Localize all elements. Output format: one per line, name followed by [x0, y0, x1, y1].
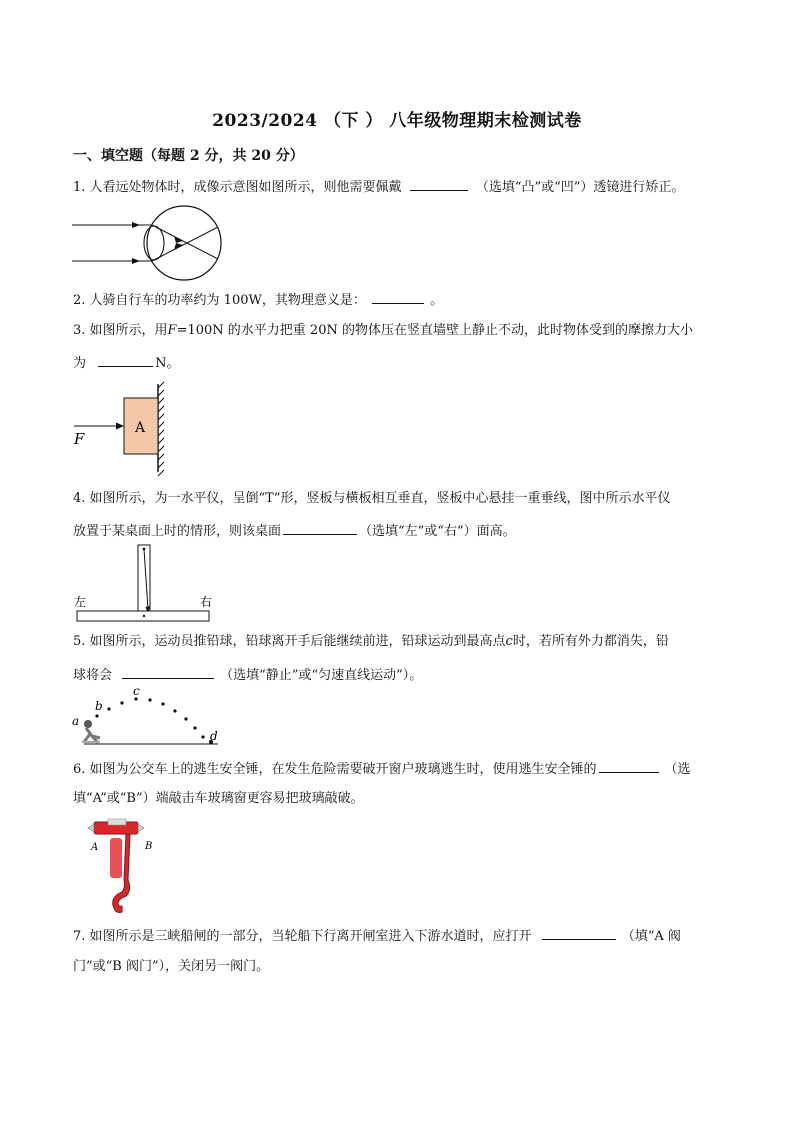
answer-blank-5[interactable]	[122, 665, 214, 679]
point-b-label: b	[95, 699, 103, 713]
answer-blank-4[interactable]	[283, 521, 357, 535]
question-1-text: 1. 人看远处物体时，成像示意图如图所示，则他需要佩戴	[73, 180, 402, 195]
hammer-end-b-label: B	[145, 841, 153, 852]
level-right-label: 右	[200, 595, 213, 609]
question-5	[73, 633, 669, 651]
answer-blank-3[interactable]	[98, 353, 153, 367]
force-symbol: F	[167, 323, 177, 338]
question-5-text-cont: 时，若所有外力都消失，铅	[512, 634, 669, 649]
level-diagram	[72, 543, 217, 625]
question-7-text-cont: （填“A 阀	[621, 929, 681, 944]
point-c-label: c	[133, 684, 140, 698]
question-6-line-2	[73, 790, 364, 808]
question-6-text-cont: （选	[664, 762, 691, 777]
answer-blank-1[interactable]	[410, 177, 468, 191]
point-d-label: d	[210, 729, 218, 743]
block-label: A	[135, 420, 146, 436]
question-5-text-2: 球将会	[73, 668, 113, 683]
point-c-symbol: c	[505, 634, 513, 649]
question-4-text-2: 放置于某桌面上时的情形，则该桌面	[73, 524, 282, 539]
answer-blank-7[interactable]	[542, 926, 616, 940]
question-7-line-2	[73, 958, 269, 976]
question-3-line-2	[73, 353, 180, 373]
answer-blank-6[interactable]	[599, 759, 659, 773]
question-2	[73, 290, 443, 310]
question-7-text: 7. 如图所示是三峡船闸的一部分，当轮船下行离开闸室进入下游水道时，应打开	[73, 929, 532, 944]
question-4-text-3: （选填“左”或“右”）面高。	[359, 524, 516, 539]
exam-title: 2023/2024 （下 ） 八年级物理期末检测试卷	[212, 111, 582, 131]
answer-blank-2[interactable]	[372, 290, 424, 304]
eye-diagram	[72, 207, 232, 282]
level-left-label: 左	[74, 595, 87, 609]
question-6-text: 6. 如图为公交车上的逃生安全锤，在发生危险需要破开窗户玻璃逃生时，使用逃生安全锤的	[73, 762, 597, 777]
athlete-figure	[82, 720, 100, 743]
safety-hammer-diagram	[88, 816, 168, 920]
question-4	[73, 490, 671, 508]
question-5-text-3: （选填“静止”或“匀速直线运动”）。	[220, 668, 423, 683]
wall-block-diagram	[72, 382, 172, 477]
question-7	[73, 926, 681, 946]
question-7-text-2: 门”或“B 阀门”），关闭另一阀门。	[73, 959, 270, 974]
question-2-text-end: 。	[430, 293, 444, 308]
force-label: F	[74, 430, 85, 448]
question-3-text-2: 为	[73, 356, 87, 371]
shot-put-diagram	[70, 686, 230, 750]
question-6-text-2: 填“A”或“B”）端敲击车玻璃窗更容易把玻璃敲破。	[73, 791, 364, 806]
question-1-text-end: （选填“凸”或“凹”）透镜进行矫正。	[475, 180, 685, 195]
hammer-end-a-label: A	[91, 842, 99, 853]
question-3-text: 3. 如图所示，用	[73, 323, 168, 338]
question-5-line-2	[73, 665, 422, 685]
question-6	[73, 759, 691, 779]
question-3	[73, 322, 693, 340]
point-a-label: a	[72, 714, 80, 728]
question-3-text-cont: =100N 的水平力把重 20N 的物体压在竖直墙壁上静止不动，此时物体受到的摩擦力大小	[176, 323, 693, 338]
question-4-line-2	[73, 521, 516, 541]
section-heading: 一、填空题（每题 2 分，共 20 分）	[73, 148, 304, 164]
question-4-text: 4. 如图所示，为一水平仪，呈倒“T”形，竖板与横板相互垂直，竖板中心悬挂一重垂线，图中所示水平仪	[73, 491, 671, 506]
question-1	[73, 177, 684, 197]
question-5-text: 5. 如图所示，运动员推铅球，铅球离开手后能继续前进，铅球运动到最高点	[73, 634, 506, 649]
question-2-text: 2. 人骑自行车的功率约为 100W，其物理意义是：	[73, 293, 366, 308]
question-3-unit: N。	[155, 356, 180, 371]
